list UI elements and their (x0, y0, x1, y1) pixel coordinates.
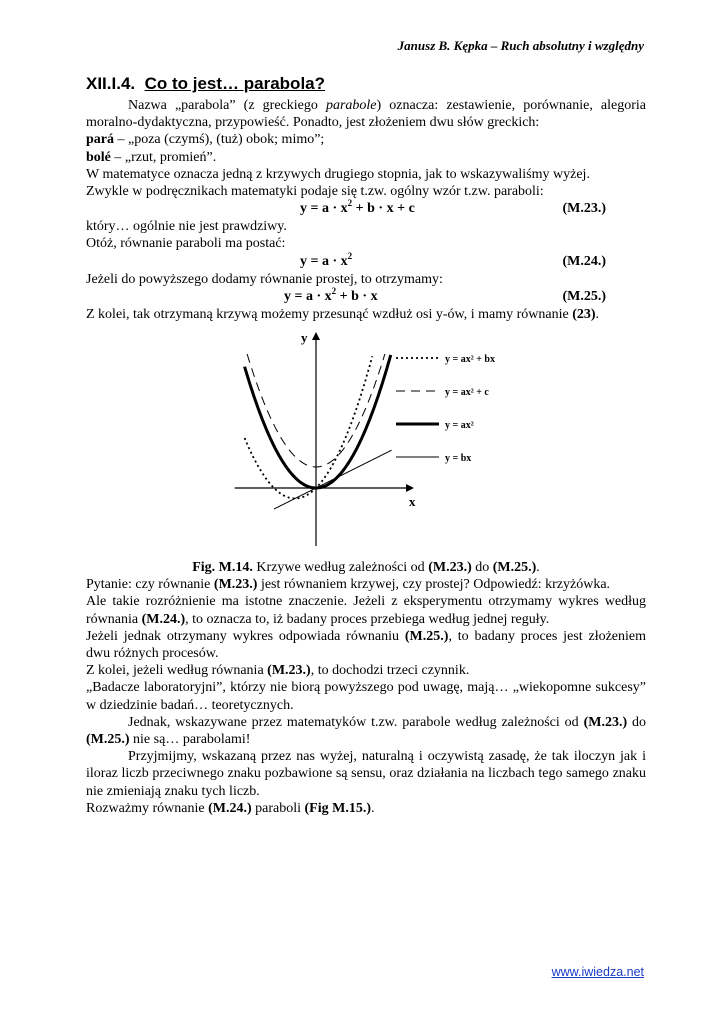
legend-label-4: y = bx (445, 453, 472, 465)
section-heading: Co to jest… parabola? (144, 74, 326, 93)
paragraph-third: Z kolei, jeżeli według równania (M.23.), to dochodzi trzeci czynnik. (86, 663, 470, 679)
italic-term: parabole (325, 98, 377, 113)
paragraph-assume: Przyjmijmy, wskazaną przez nas wyżej, naturalną i oczywistą zasadę, że tak iloczyn jak i iloraz liczb przeciwnego znaku pozbawione są sensu, oraz działania na liczbach tego samego znaku nie zmieniają znaku tych liczb. (86, 749, 646, 799)
term: pará (86, 132, 114, 148)
equation-m24 (86, 250, 646, 271)
text: Nazwa „parabola” (z greckiego (128, 98, 326, 113)
formula: $y = a \cdot x^2 + b \cdot x$ (284, 285, 378, 304)
paragraph-lab: „Badacze laboratoryjni”, którzy nie biorą powyższego pod uwagę, mają… „wiekopomne sukcesy” w dziedzinie badań… teoretycznych. (86, 680, 646, 713)
page-content (86, 70, 646, 817)
section-number: XII.I.4. (86, 74, 136, 93)
text-line: Jeżeli do powyższego dodamy równanie prostej, to otrzymamy: (86, 271, 443, 287)
legend (396, 354, 495, 464)
series-line-4 (274, 450, 392, 509)
figure-m14 (86, 328, 646, 553)
website-link[interactable]: www.iwiedza.net (551, 965, 644, 979)
definition-bole (86, 149, 646, 166)
x-axis-arrow (406, 484, 414, 492)
legend-label-3: y = ax² (445, 420, 474, 432)
y-axis-label: y (301, 330, 308, 346)
legend-label-2: y = ax² + c (445, 387, 489, 399)
paragraph-second: Jeżeli jednak otrzymany wykres odpowiada równaniu (M.25.), to badany proces jest złożeniem dwu różnych procesów. (86, 628, 646, 662)
definition: – „rzut, promień”. (110, 149, 217, 165)
text-line: który… ogólnie nie jest prawdziwy. (86, 219, 287, 235)
series-line-3 (245, 355, 391, 488)
definition: – „poza (czymś), (tuż) obok; mimo”; (114, 132, 325, 148)
formula: $y = a \cdot x^2 + b \cdot x + c$ (300, 198, 415, 217)
x-axis-label: x (409, 494, 416, 510)
series-line-1 (245, 356, 373, 498)
formula: $y = a \cdot x^2$ (300, 250, 353, 269)
paragraph-question: Pytanie: czy równanie (M.23.) jest równaniem krzywej, czy prostej? Odpowiedź: krzyżówka. (86, 577, 611, 593)
equation-m25 (86, 285, 646, 306)
running-header: Janusz B. Kępka – Ruch absolutny i względny (397, 38, 644, 53)
equation-number: (M.23.) (562, 201, 606, 217)
equation-number: (M.25.) (562, 288, 606, 304)
paragraph-etymology (86, 97, 646, 131)
paragraph-consider: Rozważmy równanie (M.24.) paraboli (Fig M.15.). (86, 800, 375, 816)
section-title (86, 74, 646, 94)
equation-m23 (86, 200, 646, 218)
text-line: Zwykle w podręcznikach matematyki podaje się t.zw. ogólny wzór t.zw. paraboli: (86, 184, 544, 200)
legend-label-1: y = ax² + bx (445, 354, 495, 366)
paragraph-however: Jednak, wskazywane przez matematyków t.zw. parabole według zależności od (M.23.) do (M.25.) nie są… parabolami! (86, 714, 647, 748)
text-line: W matematyce oznacza jedną z krzywych drugiego stopnia, jak to wskazywaliśmy wyżej. (86, 166, 590, 182)
text-line: Otóż, równanie paraboli ma postać: (86, 236, 286, 252)
equation-number: (M.24.) (562, 253, 606, 269)
y-axis-arrow (312, 332, 320, 340)
paragraph-distinction: Ale takie rozróżnienie ma istotne znaczenie. Jeżeli z eksperymentu otrzymamy wykres według równania (M.24.), to oznacza to, iż badany proces przebiega według jednej reguły. (86, 594, 646, 627)
figure-caption: Fig. M.14. Krzywe według zależności od (M.23.) do (M.25.). (192, 560, 540, 576)
text-line: Z kolei, tak otrzymaną krzywą możemy przesunąć wzdłuż osi y-ów, i mamy równanie (23). (86, 306, 600, 322)
term: bolé (86, 149, 111, 165)
parabola-chart (221, 328, 511, 553)
definition-para (86, 131, 646, 148)
curves (245, 354, 392, 509)
text: ) oznacza: zestawienie, porównanie, alegoria moralno-dydaktyczna, przypowieść. Ponadto, jest złożeniem dwu słów greckich: (86, 98, 646, 131)
